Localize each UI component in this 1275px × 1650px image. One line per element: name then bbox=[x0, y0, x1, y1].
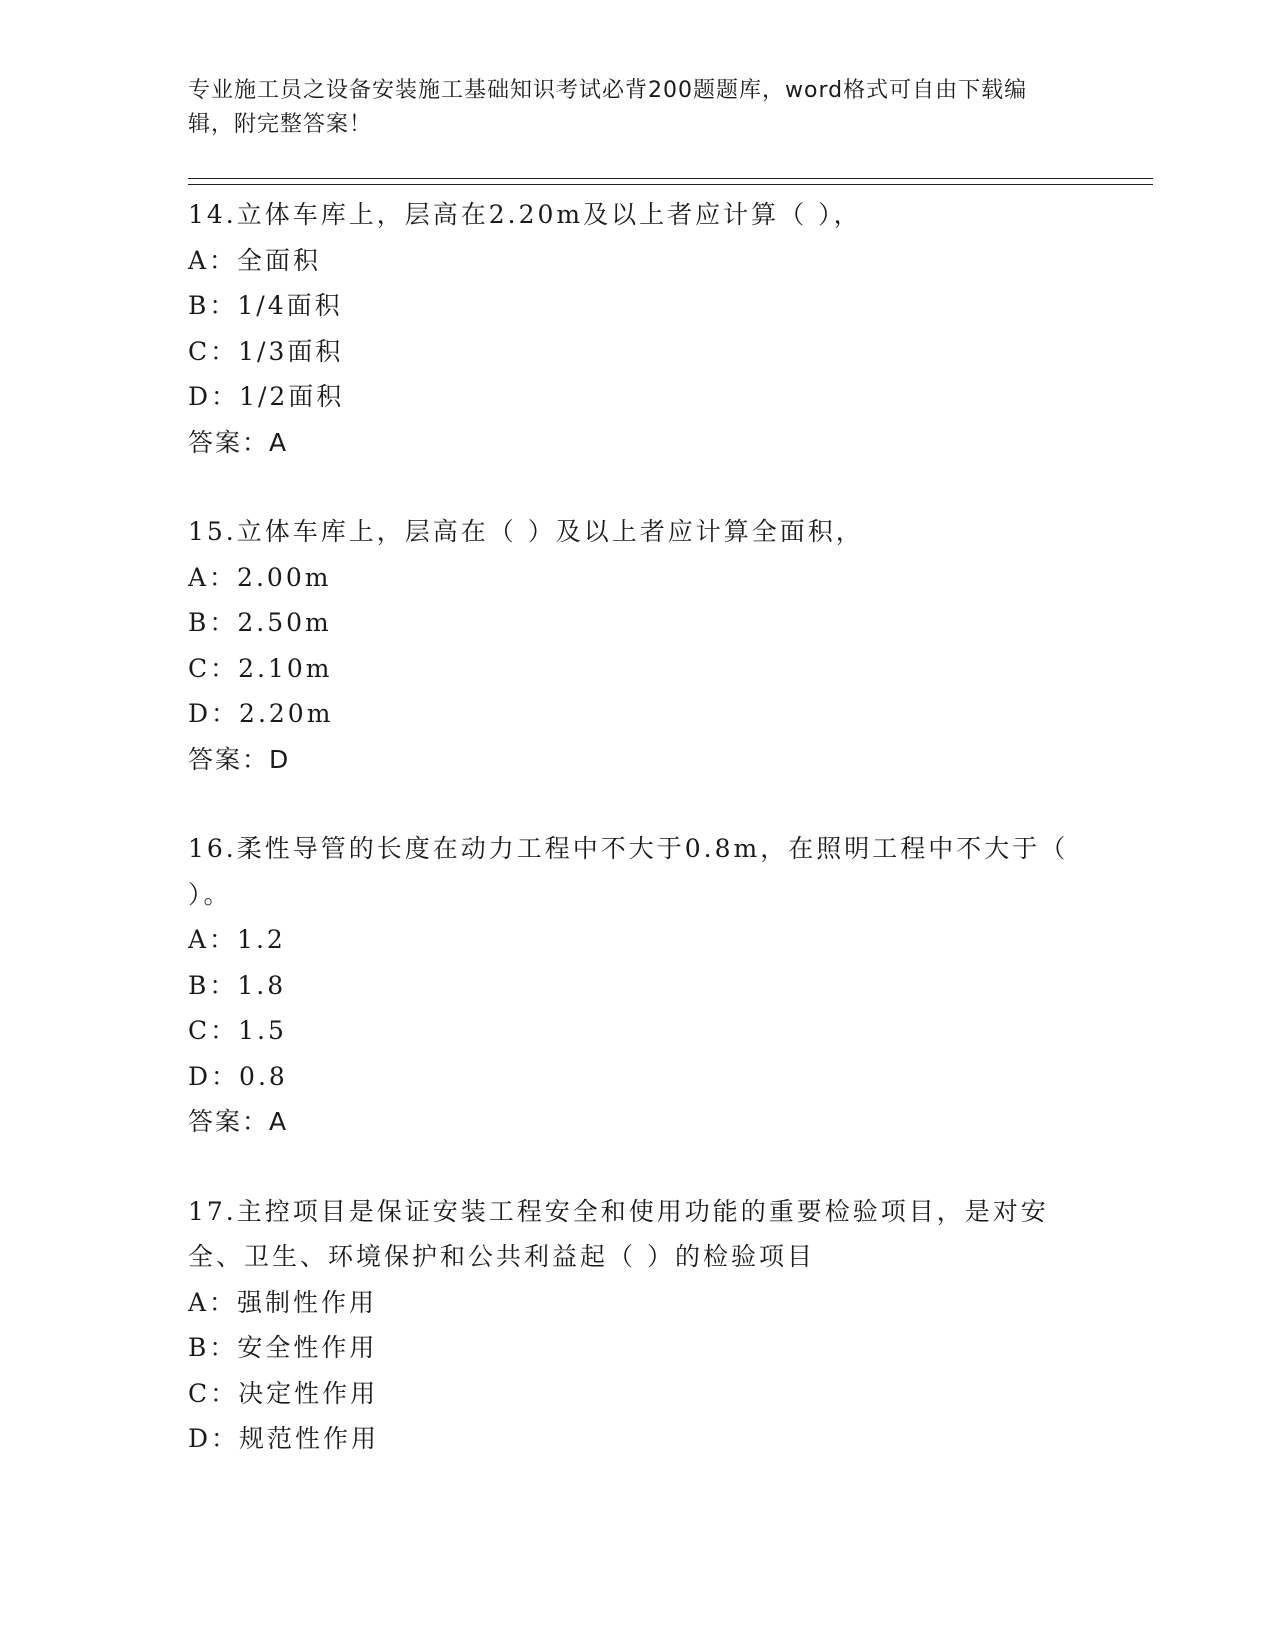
option-c: C：1/3面积 bbox=[188, 336, 344, 366]
option-d: D：规范性作用 bbox=[188, 1424, 380, 1453]
header-divider-bottom bbox=[188, 184, 1153, 185]
option-a: A：强制性作用 bbox=[188, 1287, 378, 1317]
question-14 bbox=[188, 192, 1088, 465]
option-d: D：2.20m bbox=[188, 699, 334, 728]
question-16 bbox=[188, 826, 1088, 1145]
option-c: C：2.10m bbox=[188, 653, 333, 683]
answer: 答案：D bbox=[188, 744, 291, 774]
document-header: 专业施工员之设备安装施工基础知识考试必背200题题库，word格式可自由下载编辑，附完整答案！ bbox=[188, 78, 1028, 137]
option-b: B：1.8 bbox=[188, 970, 287, 1000]
option-d: D：0.8 bbox=[188, 1061, 288, 1091]
question-stem: 14.立体车库上，层高在2.20m及以上者应计算（ ）， bbox=[188, 200, 862, 229]
answer: 答案：A bbox=[188, 1107, 289, 1136]
question-15 bbox=[188, 509, 1088, 782]
option-a: A：1.2 bbox=[188, 925, 286, 954]
question-stem: 15.立体车库上，层高在（ ）及以上者应计算全面积， bbox=[188, 517, 864, 546]
option-b: B：安全性作用 bbox=[188, 1333, 378, 1362]
question-stem: 17.主控项目是保证安装工程安全和使用功能的重要检验项目，是对安全、卫生、环境保护和公共利益起（ ）的检验项目 bbox=[188, 1196, 1049, 1271]
question-17 bbox=[188, 1189, 1088, 1462]
option-a: A：全面积 bbox=[188, 245, 322, 275]
option-d: D：1/2面积 bbox=[188, 382, 345, 411]
option-b: B：2.50m bbox=[188, 608, 332, 637]
answer: 答案：A bbox=[188, 427, 289, 457]
header-divider-top bbox=[188, 178, 1153, 179]
option-c: C：决定性作用 bbox=[188, 1378, 379, 1408]
question-list bbox=[188, 192, 1088, 1506]
option-c: C：1.5 bbox=[188, 1016, 287, 1045]
option-a: A：2.00m bbox=[188, 562, 332, 592]
option-b: B：1/4面积 bbox=[188, 291, 343, 320]
question-stem: 16.柔性导管的长度在动力工程中不大于0.8m，在照明工程中不大于（ ）。 bbox=[188, 834, 1069, 909]
